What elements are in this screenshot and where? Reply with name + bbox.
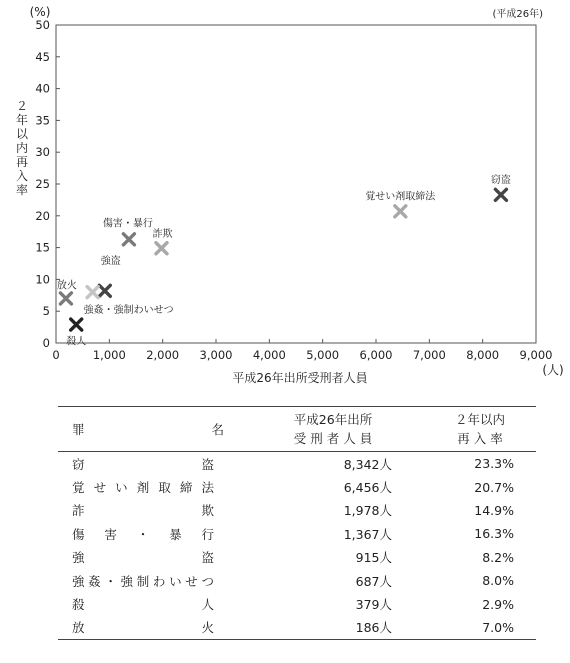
point-label: 強盗 xyxy=(100,255,121,267)
y-tick-label: 40 xyxy=(35,81,50,96)
row-rate: 16.3% xyxy=(474,526,514,542)
header-count xyxy=(242,407,424,452)
row-name-cell xyxy=(58,569,242,592)
header-name xyxy=(58,407,242,452)
table-row xyxy=(58,475,536,498)
data-point xyxy=(99,254,121,297)
table-row xyxy=(58,499,536,522)
row-count: 6,456人 xyxy=(343,480,392,496)
x-tick-label: 0 xyxy=(52,348,60,362)
x-axis-unit: (人) xyxy=(542,363,564,377)
x-tick-label: 5,000 xyxy=(306,348,340,362)
point-label: 詐欺 xyxy=(152,229,173,241)
x-tick-label: 9,000 xyxy=(519,348,553,362)
table-row xyxy=(58,546,536,569)
row-rate: 7.0% xyxy=(482,619,514,635)
plot-frame xyxy=(56,25,536,343)
row-name-cell xyxy=(58,452,242,476)
y-tick-label: 5 xyxy=(42,304,50,319)
y-tick-label: 10 xyxy=(35,272,50,287)
point-label: 放火 xyxy=(56,280,77,292)
header-count-line2: 受 刑 者 人 員 xyxy=(293,431,373,446)
data-point xyxy=(491,173,511,201)
x-tick-label: 2,000 xyxy=(146,348,180,362)
row-name-cell xyxy=(58,499,242,522)
header-rate xyxy=(424,407,536,452)
x-tick-label: 3,000 xyxy=(199,348,233,362)
table-body xyxy=(58,452,536,640)
row-rate: 2.9% xyxy=(482,596,514,612)
x-tick-label: 7,000 xyxy=(412,348,446,362)
x-axis-title: 平成26年出所受刑者人員 xyxy=(232,371,368,385)
row-name: 覚せい剤取締法 xyxy=(72,480,214,496)
row-name-cell xyxy=(58,616,242,640)
y-tick-label: 20 xyxy=(35,208,50,223)
x-tick-label: 4,000 xyxy=(252,348,286,362)
y-tick-label: 25 xyxy=(35,177,50,191)
row-name: 窃盗 xyxy=(72,456,214,472)
row-count: 687人 xyxy=(355,573,392,589)
row-count: 8,342人 xyxy=(343,456,392,472)
row-count: 1,367人 xyxy=(343,526,392,542)
row-count: 379人 xyxy=(355,597,392,613)
row-name-cell xyxy=(58,522,242,545)
data-point xyxy=(84,287,174,317)
y-axis-title: ２年以内再入率 xyxy=(15,99,29,197)
y-tick-label: 0 xyxy=(42,336,50,350)
row-rate: 20.7% xyxy=(474,479,514,495)
header-rate-line2: 再 入 率 xyxy=(457,431,503,446)
table-row xyxy=(58,592,536,615)
row-name: 殺人 xyxy=(72,597,214,613)
row-name: 強盗 xyxy=(72,550,214,566)
table-row xyxy=(58,616,536,640)
y-tick-label: 35 xyxy=(35,113,50,128)
data-table xyxy=(58,406,536,640)
row-name: 詐欺 xyxy=(72,503,214,519)
y-tick-label: 50 xyxy=(35,18,50,32)
data-point xyxy=(365,189,436,217)
y-tick-label: 45 xyxy=(35,49,50,64)
row-name-cell xyxy=(58,592,242,615)
table-row xyxy=(58,522,536,545)
point-label: 強姦・強制わいせつ xyxy=(83,305,174,317)
row-rate: 8.0% xyxy=(482,573,514,589)
table-row xyxy=(58,569,536,592)
point-label: 殺人 xyxy=(66,336,87,348)
point-label: 窃盗 xyxy=(490,174,511,186)
row-name: 強姦・強制わいせつ xyxy=(72,573,214,589)
header-name-label: 罪 名 xyxy=(72,421,224,437)
point-label: 覚せい剤取締法 xyxy=(365,191,436,203)
x-tick-label: 6,000 xyxy=(359,348,393,362)
point-label: 傷害・暴行 xyxy=(102,218,153,230)
row-rate: 8.2% xyxy=(482,549,514,565)
row-count: 186人 xyxy=(355,620,392,636)
y-tick-label: 15 xyxy=(35,240,50,255)
row-name-cell xyxy=(58,475,242,498)
data-point xyxy=(66,319,86,348)
data-point xyxy=(57,278,77,304)
table-header-row xyxy=(58,407,536,452)
x-tick-label: 1,000 xyxy=(92,348,126,362)
data-points xyxy=(57,173,511,348)
row-count: 1,978人 xyxy=(343,503,392,519)
row-rate: 23.3% xyxy=(474,456,514,472)
y-tick-label: 30 xyxy=(35,145,50,160)
chart-note: (平成26年) xyxy=(492,9,543,20)
row-name: 放火 xyxy=(72,620,214,636)
row-name-cell xyxy=(58,546,242,569)
row-name: 傷害・暴行 xyxy=(72,526,214,542)
data-point xyxy=(103,216,153,245)
y-axis-unit: (%) xyxy=(29,5,51,19)
x-tick-label: 8,000 xyxy=(466,348,500,362)
row-count: 915人 xyxy=(355,550,392,566)
table-row xyxy=(58,452,536,476)
data-point xyxy=(152,227,172,254)
header-rate-line1: ２年以内 xyxy=(454,412,505,427)
row-rate: 14.9% xyxy=(474,502,514,518)
header-count-line1: 平成26年出所 xyxy=(293,412,373,427)
x-axis-ticks xyxy=(52,339,552,362)
